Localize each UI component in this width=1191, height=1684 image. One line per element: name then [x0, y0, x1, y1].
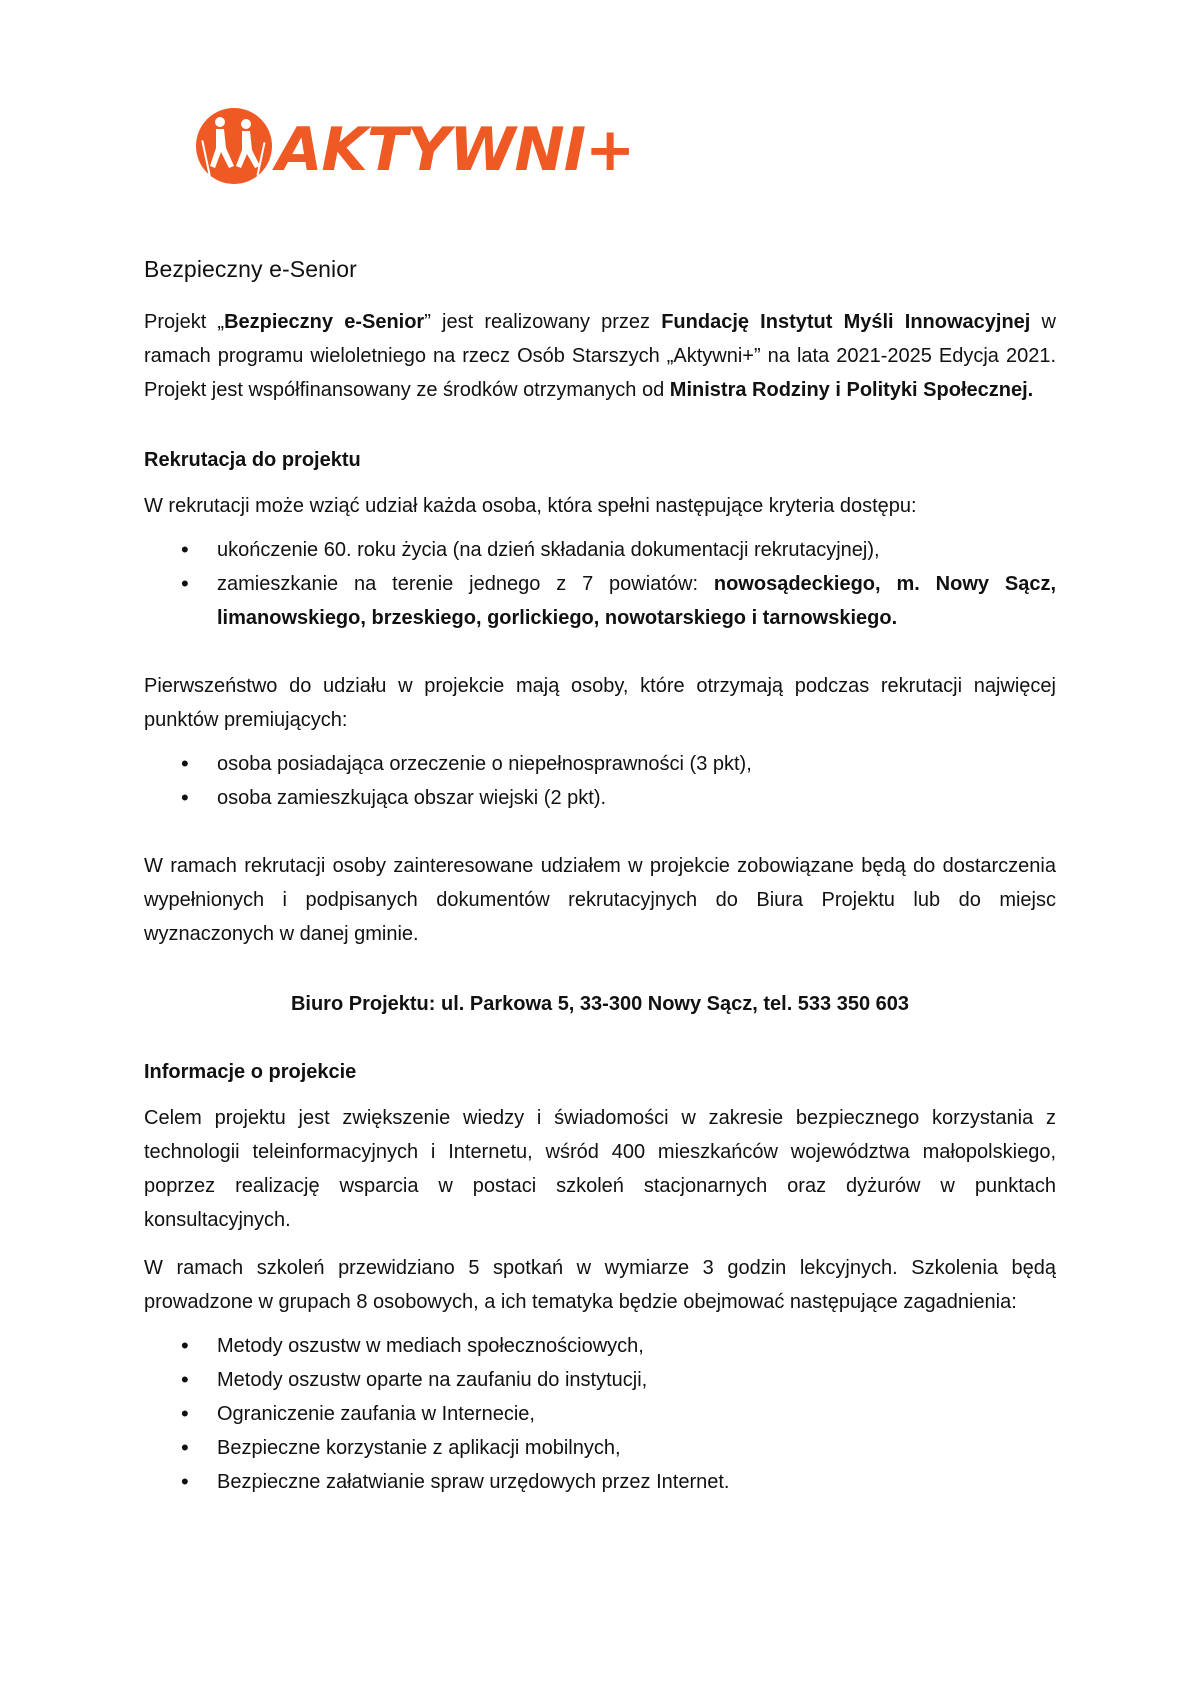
recruitment-heading: Rekrutacja do projektu: [144, 449, 361, 471]
document-body: [144, 256, 1056, 1499]
priority-list: [144, 747, 1056, 815]
criteria-list: [144, 533, 1056, 635]
page-title: Bezpieczny e-Senior: [144, 256, 357, 282]
intro-text-2: ” jest realizowany przez: [424, 311, 662, 333]
intro-ministry-name: Ministra Rodziny i Polityki Społecznej.: [669, 379, 1034, 401]
list-item: • Ograniczenie zaufania w Internecie,: [217, 1397, 1056, 1431]
list-item: • Metody oszustw w mediach społecznościowych,: [217, 1329, 1056, 1363]
goal-paragraph: Celem projektu jest zwiększenie wiedzy i świadomości w zakresie bezpiecznego korzystania z technologii teleinformacyjnych i Internetu, wśród 400 mieszkańców województwa małopolskiego, poprzez realizację wsparcia w postaci szkoleń stacjonarnych oraz dyżurów w punktach konsultacyjnych.: [144, 1107, 1056, 1231]
intro-foundation-name: Fundację Instytut Myśli Innowacyjnej: [661, 311, 1031, 333]
criteria-counties: nowosądeckiego, m. Nowy Sącz, limanowskiego, brzeskiego, gorlickiego, nowotarskiego i tarnowskiego.: [217, 573, 1057, 629]
info-heading: Informacje o projekcie: [144, 1061, 357, 1083]
recruitment-lead: W rekrutacji może wziąć udział każda osoba, która spełni następujące kryteria dostępu:: [144, 495, 917, 517]
priority-lead: Pierwszeństwo do udziału w projekcie mają osoby, które otrzymają podczas rekrutacji najwięcej punktów premiujących:: [144, 675, 1056, 731]
list-item: • Bezpieczne korzystanie z aplikacji mobilnych,: [217, 1431, 1056, 1465]
list-item: • Bezpieczne załatwianie spraw urzędowych przez Internet.: [217, 1465, 1056, 1499]
list-item: • osoba posiadająca orzeczenie o niepełnosprawności (3 pkt),: [217, 747, 1056, 781]
logo-circle-icon: [196, 108, 272, 184]
intro-text-1: Projekt „: [144, 311, 225, 333]
list-item: • osoba zamieszkująca obszar wiejski (2 pkt).: [217, 781, 1056, 815]
trainings-paragraph: W ramach szkoleń przewidziano 5 spotkań w wymiarze 3 godzin lekcyjnych. Szkolenia będą prowadzone w grupach 8 osobowych, a ich tematyka będzie obejmować następujące zagadnienia:: [144, 1257, 1056, 1313]
list-item: [217, 567, 1056, 635]
intro-project-name: Bezpieczny e-Senior: [224, 311, 425, 333]
office-address: Biuro Projektu: ul. Parkowa 5, 33-300 Nowy Sącz, tel. 533 350 603: [290, 993, 910, 1015]
topics-list: [144, 1329, 1056, 1499]
aktywni-logo: [190, 102, 635, 188]
intro-paragraph: [144, 305, 1056, 407]
list-item: • Metody oszustw oparte na zaufaniu do instytucji,: [217, 1363, 1056, 1397]
list-item: • ukończenie 60. roku życia (na dzień składania dokumentacji rekrutacyjnej),: [217, 533, 1056, 567]
criteria-text: zamieszkanie na terenie jednego z 7 powiatów:: [217, 573, 714, 595]
logo-text: AKTYWNI+: [276, 115, 635, 185]
intro-text-3: w ramach programu wieloletniego na rzecz Osób Starszych „Aktywni+” na lata 2021-2025 Edycja 2021. Projekt jest współfinansowany ze środków otrzymanych od: [144, 311, 1056, 401]
documents-paragraph: W ramach rekrutacji osoby zainteresowane udziałem w projekcie zobowiązane będą do dostarczenia wypełnionych i podpisanych dokumentów rekrutacyjnych do Biura Projektu lub do miejsc wyznaczonych w danej gminie.: [144, 855, 1056, 945]
